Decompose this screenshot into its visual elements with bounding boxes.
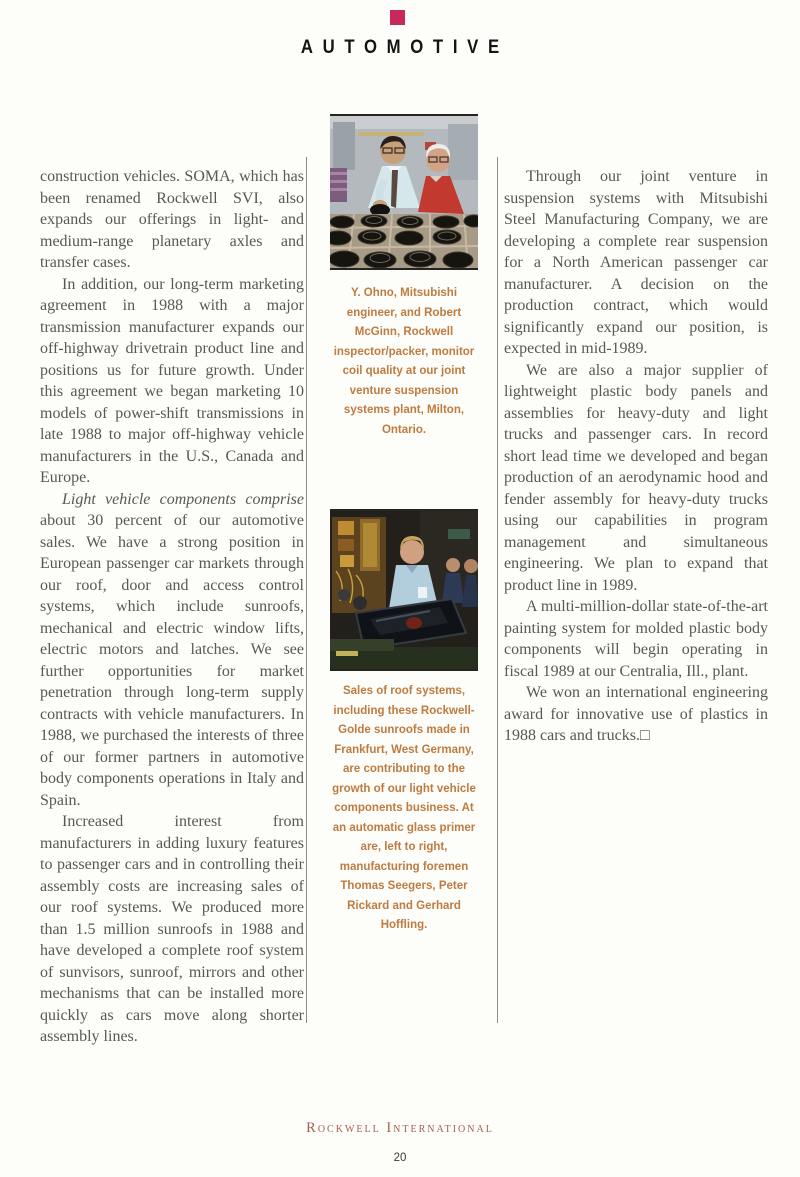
page-number: 20 — [393, 1152, 407, 1164]
photo-suspension-plant — [330, 114, 478, 270]
paragraph: In addition, our long-term marketing agreement in 1988 with a major transmission manufacturer expands our off-highway drivetrain product line and positions us for future growth. Under this agreement we began marketing 10 models of power-shift transmissions in late 1988 to major off-highway vehicle manufacturers in the U.S., Canada and Europe. — [40, 275, 304, 486]
photo-suspension-plant-illustration — [330, 116, 478, 268]
paragraph: A multi-million-dollar state-of-the-art painting system for molded plastic body components will begin operating in fiscal 1989 at our Centralia, Ill., plant. — [504, 598, 768, 680]
column-divider-left — [306, 157, 307, 1023]
paragraph: Increased interest from manufacturers in adding luxury features to passenger cars and in controlling their assembly costs are increasing sales of our roof systems. We produced more than 1.5 million sunroofs in 1988 and have developed a complete roof system of sunvisors, sunroof, mirrors and other mechanisms that can be installed more quickly as cars move along shorter assembly lines. — [40, 813, 304, 1045]
column-divider-right — [497, 157, 498, 1023]
paragraph-text: about 30 percent of our automotive sales. We have a strong position in European passenger car markets through our roof, door and access control systems, which include sunroofs, mechanical and electric window lifts, electric motors and latches. We see further opportunities for market penetration through long-term supply contracts with vehicle manufacturers. In 1988, we purchased the interests of three of our former partners in automotive body components operations in Italy and Spain. — [40, 512, 304, 809]
paragraph — [40, 489, 304, 812]
photo-glass-primer — [330, 509, 478, 671]
header-accent-square — [390, 10, 405, 25]
photo-caption-sunroofs: Sales of roof systems, including these Rockwell-Golde sunroofs made in Frankfurt, West Germany, are contributing to the growth of our light vehicle components business. At an automatic glass primer are, left to right, manufacturing foremen Thomas Seegers, Peter Rickard and Gerhard Hoffling. — [332, 685, 476, 931]
paragraph: Through our joint venture in suspension systems with Mitsubishi Steel Manufacturing Company, we are developing a complete rear suspension for a North American passenger car manufacturer. A decision on the production contract, which would significantly expand our position, is expected in mid-1989. — [504, 168, 768, 357]
photo-glass-primer-illustration — [330, 511, 478, 669]
paragraph: We are also a major supplier of lightweight plastic body panels and assemblies for heavy-duty and light trucks and passenger cars. In record short lead time we developed and began production of an aerodynamic hood and fender assembly for heavy-duty trucks using our capabilities in program management and simultaneous engineering. We plan to expand that product line in 1989. — [504, 361, 768, 594]
photo-caption-suspension: Y. Ohno, Mitsubishi engineer, and Robert McGinn, Rockwell inspector/packer, monitor coil quality at our joint venture suspension systems plant, Milton, Ontario. — [333, 287, 475, 436]
right-text-column — [504, 166, 768, 747]
footer-publisher: Rockwell International — [306, 1120, 494, 1136]
italic-lead-text: Light vehicle components comprise — [62, 490, 304, 508]
page-title: AUTOMOTIVE — [300, 37, 509, 58]
left-text-column — [40, 166, 304, 1048]
paragraph: construction vehicles. SOMA, which has been renamed Rockwell SVI, also expands our offerings in light- and medium-range planetary axles and transfer cases. — [40, 168, 304, 271]
paragraph: We won an international engineering award for innovative use of plastics in 1988 cars and trucks.□ — [504, 684, 768, 744]
